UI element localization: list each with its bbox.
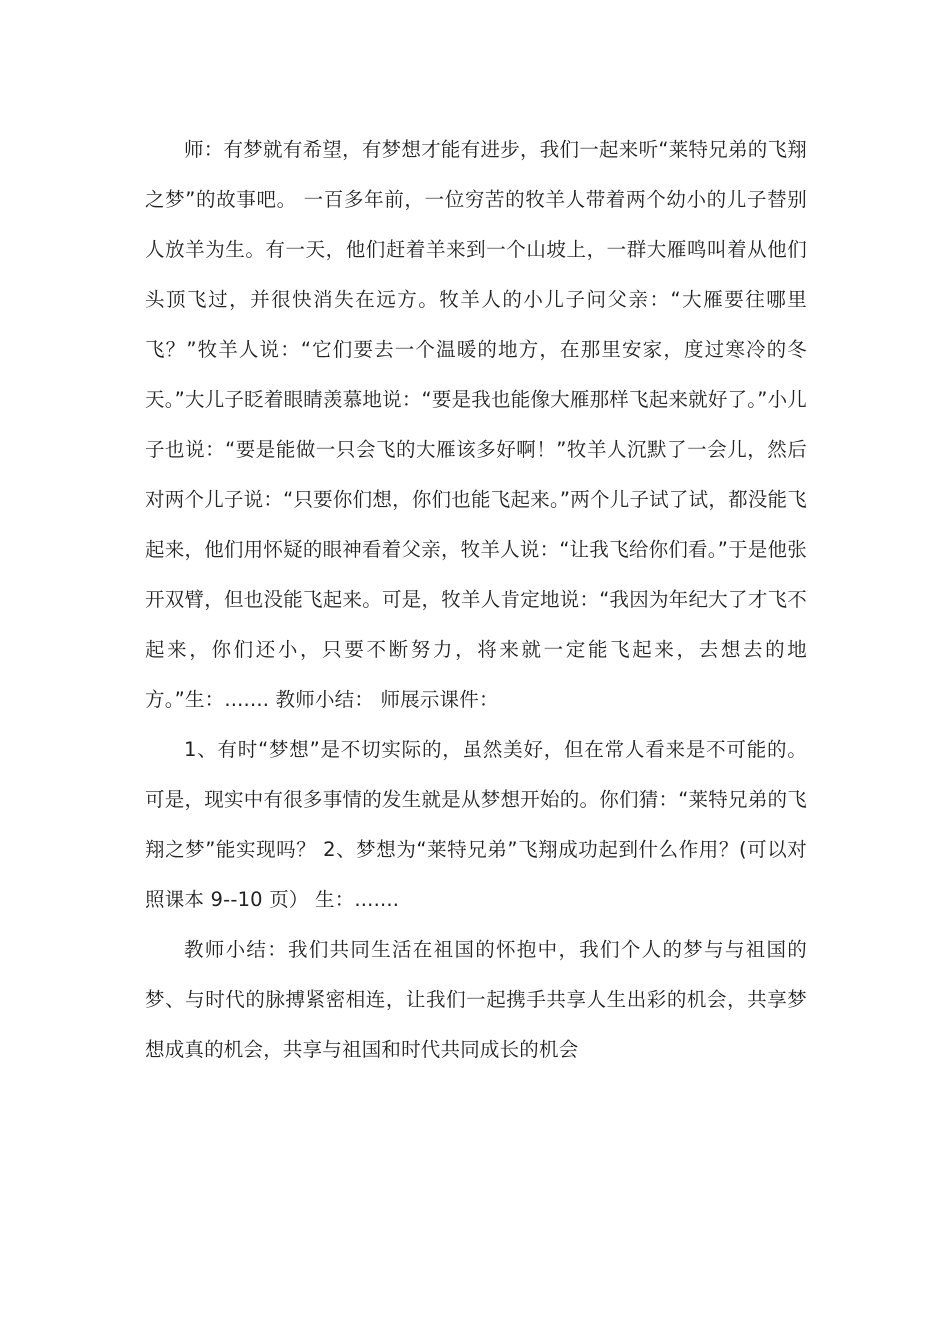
paragraph-teacher-summary: 教师小结：我们共同生活在祖国的怀抱中，我们个人的梦与与祖国的梦、与时代的脉搏紧密相连，让我们一起携手共享人生出彩的机会，共享梦想成真的机会，共享与祖国和时代共同成长的机会 xyxy=(145,938,807,1061)
document-body xyxy=(145,125,807,1075)
paragraph-courseware-questions: 1、有时“梦想”是不切实际的，虽然美好，但在常人看来是不可能的。可是，现实中有很多事情的发生就是从梦想开始的。你们猜：“莱特兄弟的飞翔之梦”能实现吗？ 2、梦想为“莱特兄弟”飞翔成功起到什么作用？(可以对照课本 9--10 页） 生：....... xyxy=(145,738,807,911)
paragraph-story: 师：有梦就有希望，有梦想才能有进步，我们一起来听“莱特兄弟的飞翔之梦”的故事吧。 一百多年前，一位穷苦的牧羊人带着两个幼小的儿子替别人放羊为生。有一天，他们赶着羊来到一个山坡上，一群大雁鸣叫着从他们头顶飞过，并很快消失在远方。牧羊人的小儿子问父亲：“大雁要往哪里飞？”牧羊人说：“它们要去一个温暖的地方，在那里安家，度过寒冷的冬天。”大儿子眨着眼睛羡慕地说：“要是我也能像大雁那样飞起来就好了。”小儿子也说：“要是能做一只会飞的大雁该多好啊！”牧羊人沉默了一会儿，然后对两个儿子说：“只要你们想，你们也能飞起来。”两个儿子试了试，都没能飞起来，他们用怀疑的眼神看着父亲，牧羊人说：“让我飞给你们看。”于是他张开双臂，但也没能飞起来。可是，牧羊人肯定地说：“我因为年纪大了才飞不起来，你们还小，只要不断努力，将来就一定能飞起来，去想去的地方。”生：....... 教师小结： 师展示课件： xyxy=(145,138,807,711)
